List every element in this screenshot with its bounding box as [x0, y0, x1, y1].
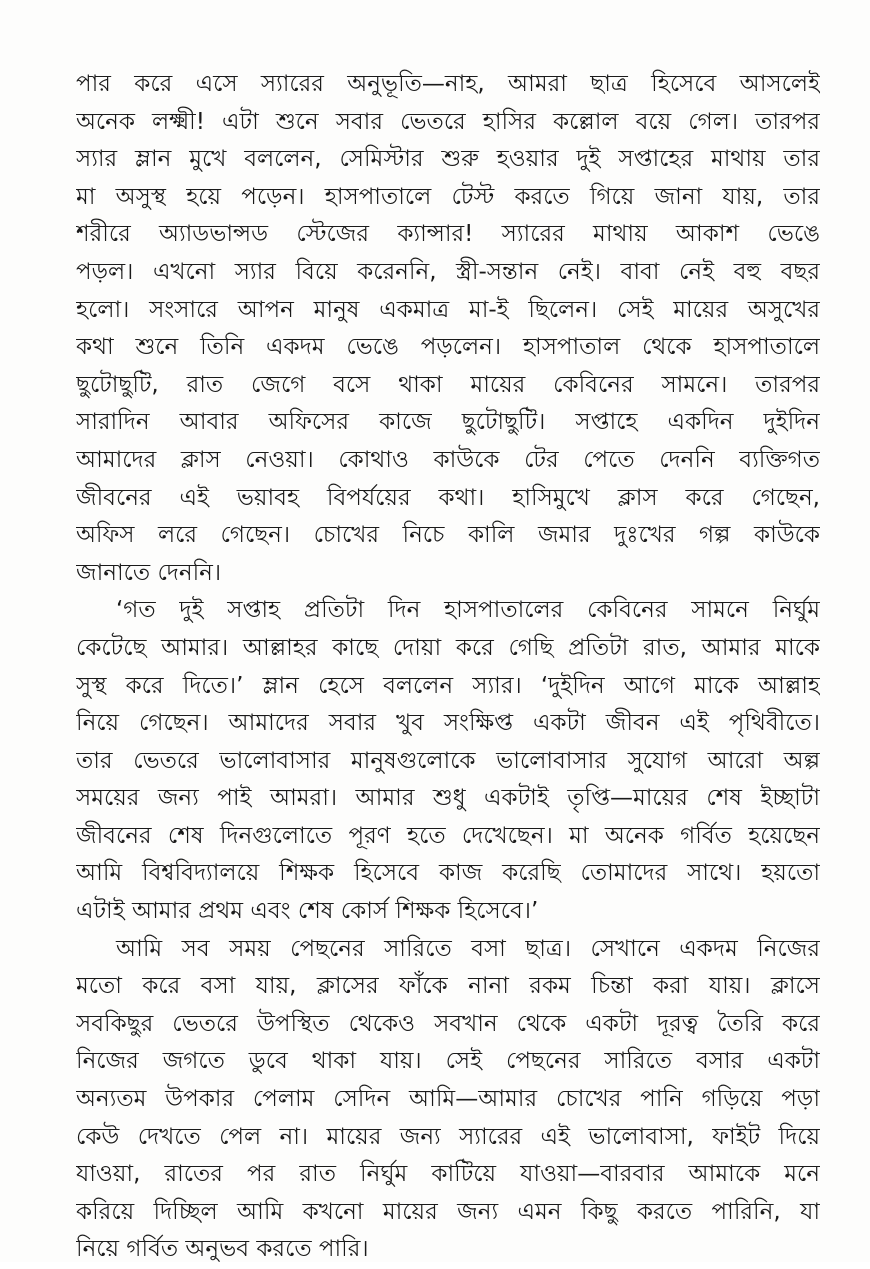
- text-line: শরীরে অ্যাডভান্সড স্টেজের ক্যান্সার! স্যারের মাথায় আকাশ ভেঙে: [76, 221, 820, 248]
- text-line: ছুটোছুটি, রাত জেগে বসে থাকা মায়ের কেবিনের সামনে। তারপর: [76, 371, 820, 398]
- text-line: নিয়ে গর্বিত অনুভব করতে পারি।: [76, 1236, 369, 1263]
- text-line: সময়ের জন্য পাই আমরা। আমার শুধু একটাই তৃপ্তি—মায়ের শেষ ইচ্ছাটা: [76, 785, 820, 812]
- text-line: অফিস লরে গেছেন। চোখের নিচে কালি জমার দুঃখের গল্প কাউকে: [76, 522, 820, 549]
- text-line: সুস্থ করে দিতে।’ ম্লান হেসে বললেন স্যার। ‘দুইদিন আগে মাকে আল্লাহ: [76, 672, 820, 699]
- text-line: কথা শুনে তিনি একদম ভেঙে পড়লেন। হাসপাতাল থেকে হাসপাতালে: [76, 334, 820, 361]
- text-line: ‘গত দুই সপ্তাহ প্রতিটা দিন হাসপাতালের কেবিনের সামনে নির্ঘুম: [116, 597, 820, 624]
- text-line: আমি বিশ্ববিদ্যালয়ে শিক্ষক হিসেবে কাজ করেছি তোমাদের সাথে। হয়তো: [76, 860, 820, 887]
- text-line: কেটেছে আমার। আল্লাহর কাছে দোয়া করে গেছি প্রতিটা রাত, আমার মাকে: [76, 634, 820, 661]
- text-line: তার ভেতরে ভালোবাসার মানুষগুলোকে ভালোবাসার সুযোগ আরো অল্প: [76, 747, 820, 774]
- text-line: জানাতে দেননি।: [76, 559, 222, 586]
- text-line: জীবনের এই ভয়াবহ বিপর্যয়ের কথা। হাসিমুখে ক্লাস করে গেছেন,: [76, 484, 820, 511]
- text-line: সারাদিন আবার অফিসের কাজে ছুটোছুটি। সপ্তাহে একদিন দুইদিন: [76, 409, 820, 436]
- text-line: জীবনের শেষ দিনগুলোতে পূরণ হতে দেখেছেন। মা অনেক গর্বিত হয়েছেন: [76, 822, 820, 849]
- text-line: মতো করে বসা যায়, ক্লাসের ফাঁকে নানা রকম চিন্তা করা যায়। ক্লাসে: [76, 973, 820, 1000]
- text-line: কেউ দেখতে পেল না। মায়ের জন্য স্যারের এই ভালোবাসা, ফাইট দিয়ে: [76, 1123, 820, 1150]
- text-line: হলো। সংসারে আপন মানুষ একমাত্র মা-ই ছিলেন। সেই মায়ের অসুখের: [76, 296, 820, 323]
- text-line: অনেক লক্ষ্মী! এটা শুনে সবার ভেতরে হাসির কল্লোল বয়ে গেল। তারপর: [76, 108, 820, 135]
- text-line: আমি সব সময় পেছনের সারিতে বসা ছাত্র। সেখানে একদম নিজের: [116, 935, 820, 962]
- text-line: পার করে এসে স্যারের অনুভূতি—নাহ, আমরা ছাত্র হিসেবে আসলেই: [76, 71, 820, 97]
- text-line: পড়ল। এখনো স্যার বিয়ে করেননি, স্ত্রী-সন্তান নেই। বাবা নেই বহু বছর: [76, 258, 820, 285]
- text-line: যাওয়া, রাতের পর রাত নির্ঘুম কাটিয়ে যাওয়া—বারবার আমাকে মনে: [76, 1161, 820, 1188]
- text-line: নিজের জগতে ডুবে থাকা যায়। সেই পেছনের সারিতে বসার একটা: [76, 1048, 820, 1075]
- body-text: [76, 66, 820, 1269]
- text-line: সবকিছুর ভেতরে উপস্থিত থেকেও সবখান থেকে একটা দূরত্ব তৈরি করে: [76, 1010, 820, 1037]
- text-line: আমাদের ক্লাস নেওয়া। কোথাও কাউকে টের পেতে দেননি ব্যক্তিগত: [76, 446, 820, 473]
- text-line: এটাই আমার প্রথম এবং শেষ কোর্স শিক্ষক হিসেবে।’: [76, 898, 539, 925]
- text-line: নিয়ে গেছেন। আমাদের সবার খুব সংক্ষিপ্ত একটা জীবন এই পৃথিবীতে।: [76, 710, 820, 737]
- text-line: করিয়ে দিচ্ছিল আমি কখনো মায়ের জন্য এমন কিছু করতে পারিনি, যা: [76, 1198, 820, 1225]
- text-line: মা অসুস্থ হয়ে পড়েন। হাসপাতালে টেস্ট করতে গিয়ে জানা যায়, তার: [76, 183, 820, 210]
- text-line: অন্যতম উপকার পেলাম সেদিন আমি—আমার চোখের পানি গড়িয়ে পড়া: [76, 1086, 820, 1113]
- text-line: স্যার ম্লান মুখে বললেন, সেমিস্টার শুরু হওয়ার দুই সপ্তাহের মাথায় তার: [76, 146, 820, 173]
